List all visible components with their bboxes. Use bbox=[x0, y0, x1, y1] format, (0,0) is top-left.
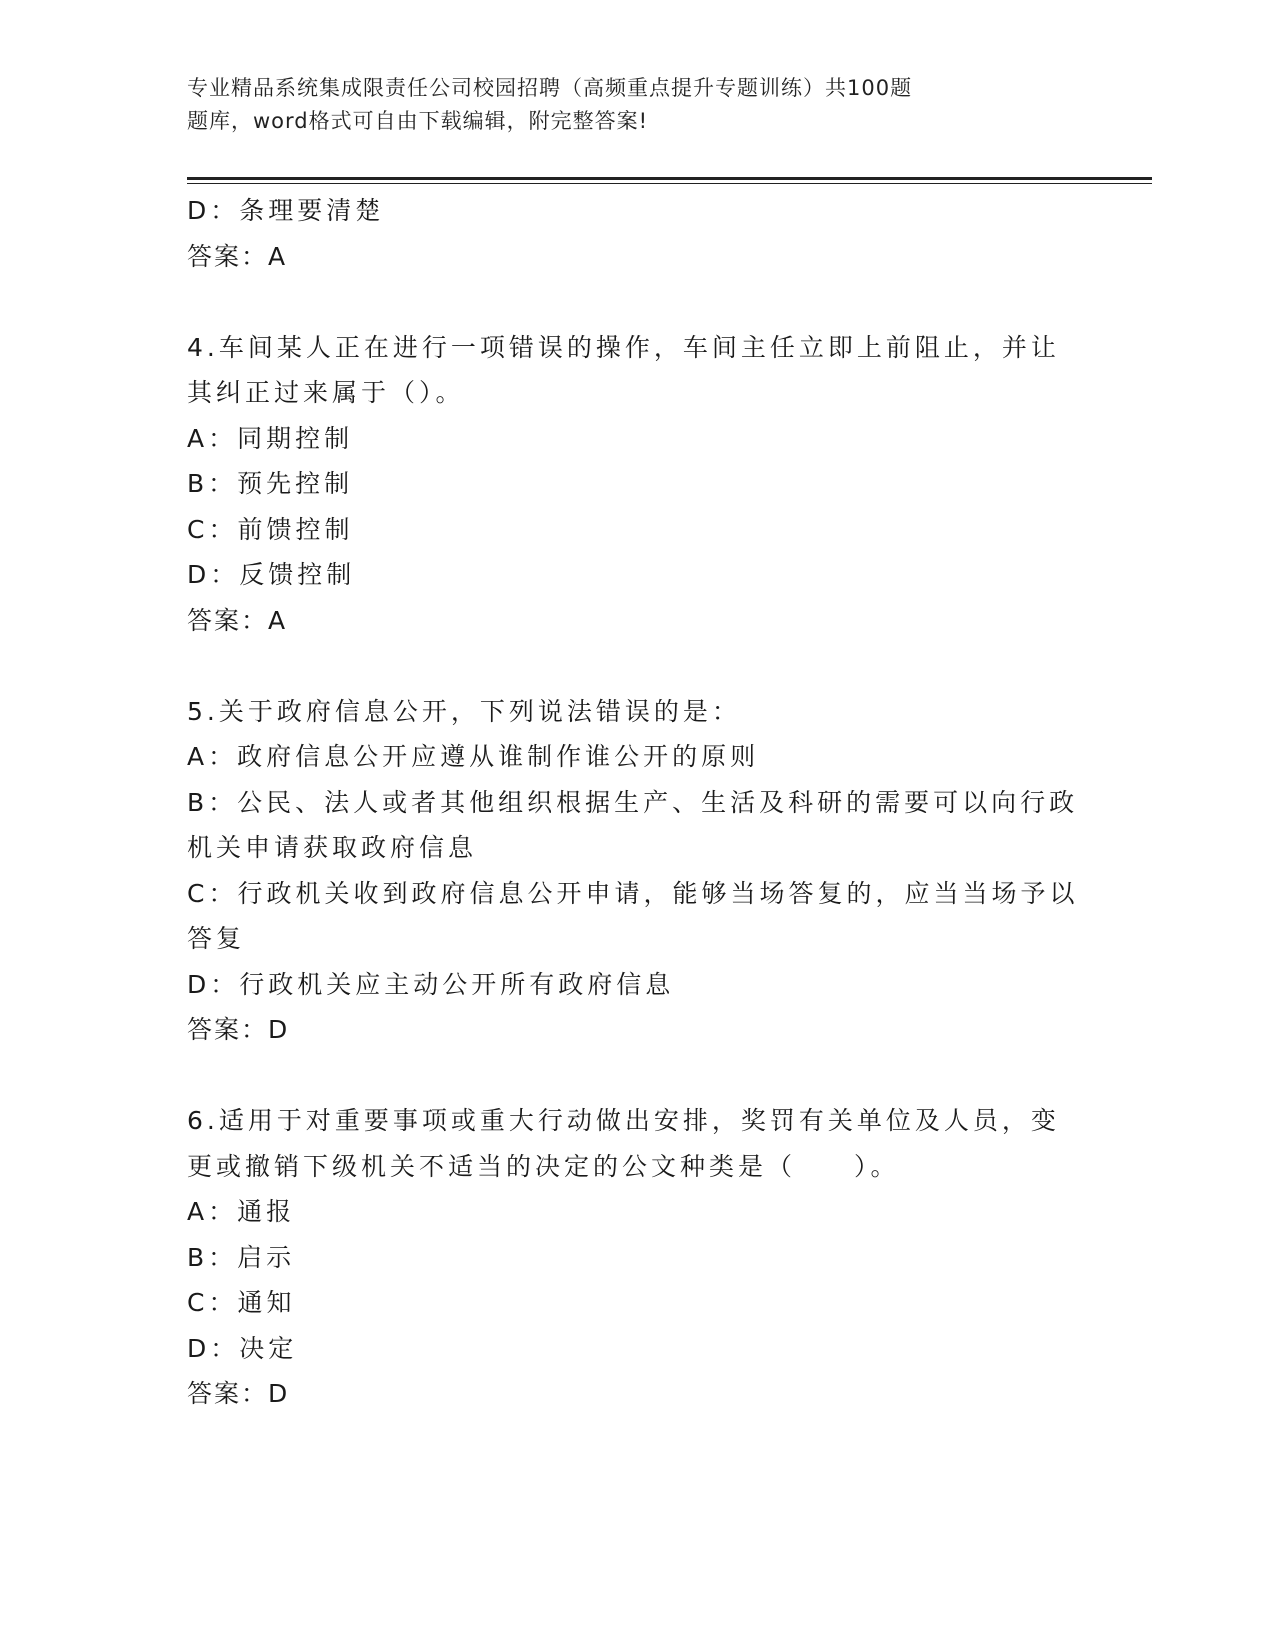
question-text: 5.关于政府信息公开，下列说法错误的是： bbox=[187, 696, 741, 726]
option-a: A：同期控制 bbox=[187, 423, 354, 453]
answer: 答案：D bbox=[187, 1015, 290, 1044]
header-line-2: 题库，word格式可自由下载编辑，附完整答案! bbox=[187, 109, 649, 133]
option-a: A：政府信息公开应遵从谁制作谁公开的原则 bbox=[187, 742, 760, 771]
document-header bbox=[187, 72, 1047, 138]
option-b: B：预先控制 bbox=[187, 469, 354, 498]
question-text: 更或撤销下级机关不适当的决定的公文种类是（ ）。 bbox=[187, 1151, 900, 1181]
spacer bbox=[187, 1053, 1067, 1099]
answer: 答案：A bbox=[187, 241, 288, 271]
question-5 bbox=[187, 689, 1079, 1053]
option-c: C：行政机关收到政府信息公开申请，能够当场答复的，应当当场予以 bbox=[187, 878, 1079, 908]
option-c: C：通知 bbox=[187, 1288, 296, 1317]
question-4 bbox=[187, 325, 1067, 644]
option-d: D：反馈控制 bbox=[187, 560, 356, 589]
answer: 答案：D bbox=[187, 1379, 290, 1408]
question-text: 4.车间某人正在进行一项错误的操作，车间主任立即上前阻止，并让 bbox=[187, 332, 1060, 362]
question-6 bbox=[187, 1098, 1067, 1417]
option-b: B：启示 bbox=[187, 1242, 296, 1272]
header-rule-thick bbox=[187, 177, 1152, 180]
spacer bbox=[187, 279, 1067, 325]
option-d: D：条理要清楚 bbox=[187, 196, 385, 225]
header-rule-thin bbox=[187, 183, 1152, 184]
option-b: B：公民、法人或者其他组织根据生产、生活及科研的需要可以向行政 bbox=[187, 787, 1079, 817]
spacer bbox=[187, 643, 1067, 689]
option-a: A：通报 bbox=[187, 1197, 296, 1226]
question-text: 其纠正过来属于（）。 bbox=[187, 378, 465, 407]
question-text: 6.适用于对重要事项或重大行动做出安排，奖罚有关单位及人员，变 bbox=[187, 1106, 1060, 1135]
option-c-continued: 答复 bbox=[187, 924, 246, 953]
document-body bbox=[187, 188, 1079, 1417]
option-d: D：决定 bbox=[187, 1333, 298, 1363]
option-c: C：前馈控制 bbox=[187, 514, 354, 544]
option-d: D：行政机关应主动公开所有政府信息 bbox=[187, 969, 675, 999]
option-b-continued: 机关申请获取政府信息 bbox=[187, 833, 478, 862]
header-line-1: 专业精品系统集成限责任公司校园招聘（高频重点提升专题训练）共100题 bbox=[187, 76, 913, 100]
previous-question-fragment bbox=[187, 188, 1067, 279]
answer: 答案：A bbox=[187, 605, 288, 635]
